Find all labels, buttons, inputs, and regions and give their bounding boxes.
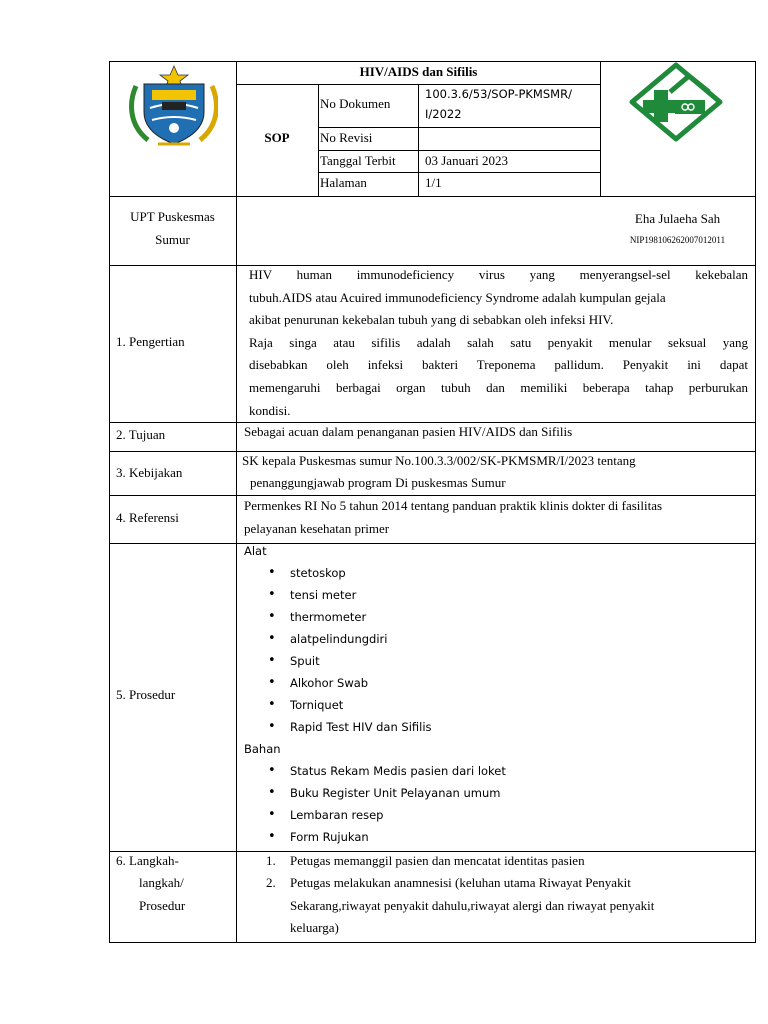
no-revisi-label: No Revisi <box>320 130 373 145</box>
langkah-label-line2: langkah/ <box>139 875 184 890</box>
document-title: HIV/AIDS dan Sifilis <box>359 64 478 79</box>
list-item: • Form Rujukan <box>290 829 369 845</box>
halaman-label: Halaman <box>320 175 367 190</box>
halaman-value: 1/1 <box>425 175 442 190</box>
langkah-label-line3: Prosedur <box>139 898 186 913</box>
tanggal-terbit-label: Tanggal Terbit <box>320 153 396 168</box>
step-text: Petugas melakukan anamnesisi (keluhan utama Riwayat Penyakit <box>290 875 631 890</box>
prosedur-label: 5. Prosedur <box>116 687 176 702</box>
step-text-continued: Sekarang,riwayat penyakit dahulu,riwayat alergi dan riwayat penyakit <box>290 898 655 913</box>
pengertian-label: 1. Pengertian <box>116 334 185 349</box>
no-dokumen-value-line2: I/2022 <box>425 107 462 121</box>
list-item: • stetoskop <box>290 565 346 581</box>
pengertian-text: HIV human immunodeficiency virus yang menyerangsel-sel kekebalan tubuh.AIDS atau Acuired immunodeficiency Syndrome adalah kumpulan gejala akibat penurunan kekebalan tubuh yang di sebabkan oleh infeksi HIV. Raja singa atau sifilis adalah salah satu penyakit menular seksual yang disebabkan oleh infeksi bakteri Treponema pallidum. Penyakit ini dapat memengaruhi berbagai organ tubuh dan memiliki beberapa tahap perburukan kondisi. <box>249 267 748 418</box>
step-text-continued: keluarga) <box>290 920 339 935</box>
referensi-line2: pelayanan kesehatan primer <box>244 521 390 536</box>
step-number: 1. <box>266 853 276 868</box>
signer-nip: NIP198106262007012011 <box>629 235 726 245</box>
list-item: • Status Rekam Medis pasien dari loket <box>290 763 506 779</box>
sop-label: SOP <box>264 130 290 145</box>
tanggal-terbit-value: 03 Januari 2023 <box>425 153 509 168</box>
kebijakan-label: 3. Kebijakan <box>116 465 183 480</box>
org-name-line2: Sumur <box>155 232 190 247</box>
regency-emblem-logo <box>118 64 218 148</box>
step-number: 2. <box>266 875 276 890</box>
referensi-line1: Permenkes RI No 5 tahun 2014 tentang panduan praktik klinis dokter di fasilitas <box>244 498 663 513</box>
org-name-line1: UPT Puskesmas <box>130 209 215 224</box>
list-item: • Lembaran resep <box>290 807 383 823</box>
referensi-label: 4. Referensi <box>116 510 179 525</box>
list-item: • thermometer <box>290 609 366 625</box>
tujuan-label: 2. Tujuan <box>116 427 166 442</box>
step-text: Petugas memanggil pasien dan mencatat identitas pasien <box>290 853 585 868</box>
list-item: • Torniquet <box>290 697 343 713</box>
alat-heading: Alat <box>244 544 267 558</box>
bahan-heading: Bahan <box>244 742 281 756</box>
langkah-label-line1: 6. Langkah- <box>116 853 179 868</box>
kebijakan-line1: SK kepala Puskesmas sumur No.100.3.3/002/SK-PKMSMR/I/2023 tentang <box>242 453 636 468</box>
no-dokumen-label: No Dokumen <box>320 96 391 111</box>
no-dokumen-value-line1: 100.3.6/53/SOP-PKMSMR/ <box>425 87 572 101</box>
list-item: • tensi meter <box>290 587 356 603</box>
list-item: • Spuit <box>290 653 320 669</box>
list-item: • Rapid Test HIV dan Sifilis <box>290 719 432 735</box>
puskesmas-logo <box>627 62 725 142</box>
list-item: • Alkohor Swab <box>290 675 368 691</box>
kebijakan-line2: penanggungjawab program Di puskesmas Sumur <box>250 475 506 490</box>
list-item: • Buku Register Unit Pelayanan umum <box>290 785 500 801</box>
list-item: • alatpelindungdiri <box>290 631 387 647</box>
tujuan-text: Sebagai acuan dalam penanganan pasien HIV/AIDS dan Sifilis <box>244 424 573 439</box>
signer-name: Eha Julaeha Sah <box>634 211 721 226</box>
